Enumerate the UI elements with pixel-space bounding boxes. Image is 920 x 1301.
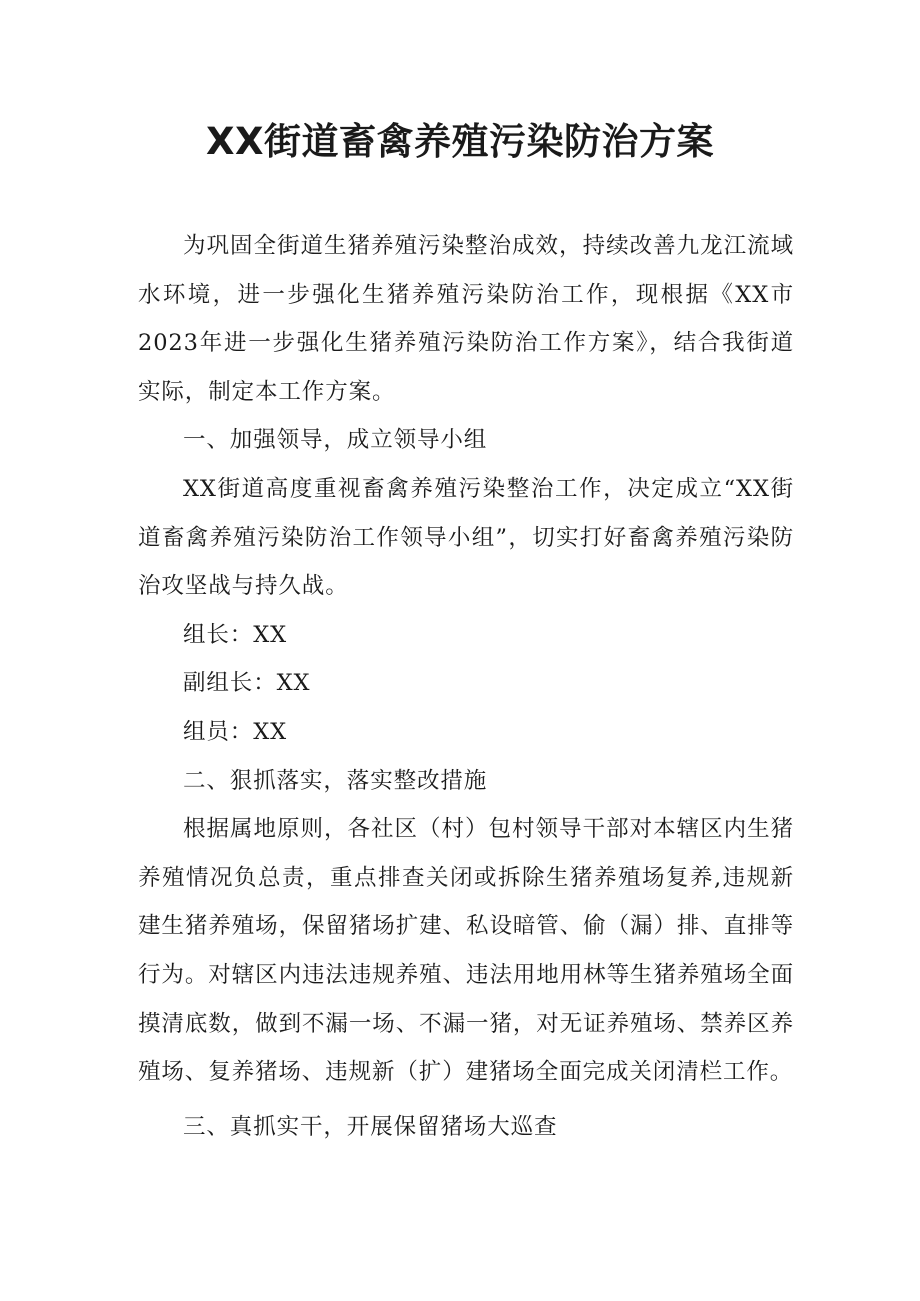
document-body (138, 222, 794, 1151)
section-1-paragraph: XX街道高度重视畜禽养殖污染整治工作，决定成立“XX街道畜禽养殖污染防治工作领导小组”，切实打好畜禽养殖污染防治攻坚战与持久战。 (138, 475, 794, 600)
section-2-paragraph: 根据属地原则，各社区（村）包村领导干部对本辖区内生猪养殖情况负总责，重点排查关闭或拆除生猪养殖场复养,违规新建生猪养殖场，保留猪场扩建、私设暗管、偷（漏）排、直排等行为。对辖区内违法违规养殖、违法用地用林等生猪养殖场全面摸清底数，做到不漏一场、不漏一猪，对无证养殖场、禁养区养殖场、复养猪场、违规新（扩）建猪场全面完成关闭清栏工作。 (138, 816, 794, 1086)
intro-paragraph: 为巩固全街道生猪养殖污染整治成效，持续改善九龙江流域水环境，进一步强化生猪养殖污染防治工作，现根据《XX市2023年进一步强化生猪养殖污染防治工作方案》，结合我街道实际，制定本工作方案。 (138, 233, 794, 405)
group-member-line: 组员：XX (183, 718, 288, 745)
deputy-leader-line: 副组长：XX (183, 670, 311, 697)
section-2-heading: 二、狠抓落实，落实整改措施 (183, 767, 488, 794)
group-leader-line: 组长：XX (183, 621, 288, 648)
document-title: XX街道畜禽养殖污染防治方案 (205, 120, 715, 163)
section-1-heading: 一、加强领导，成立领导小组 (183, 427, 488, 454)
section-3-heading: 三、真抓实干，开展保留猪场大巡查 (183, 1113, 558, 1140)
